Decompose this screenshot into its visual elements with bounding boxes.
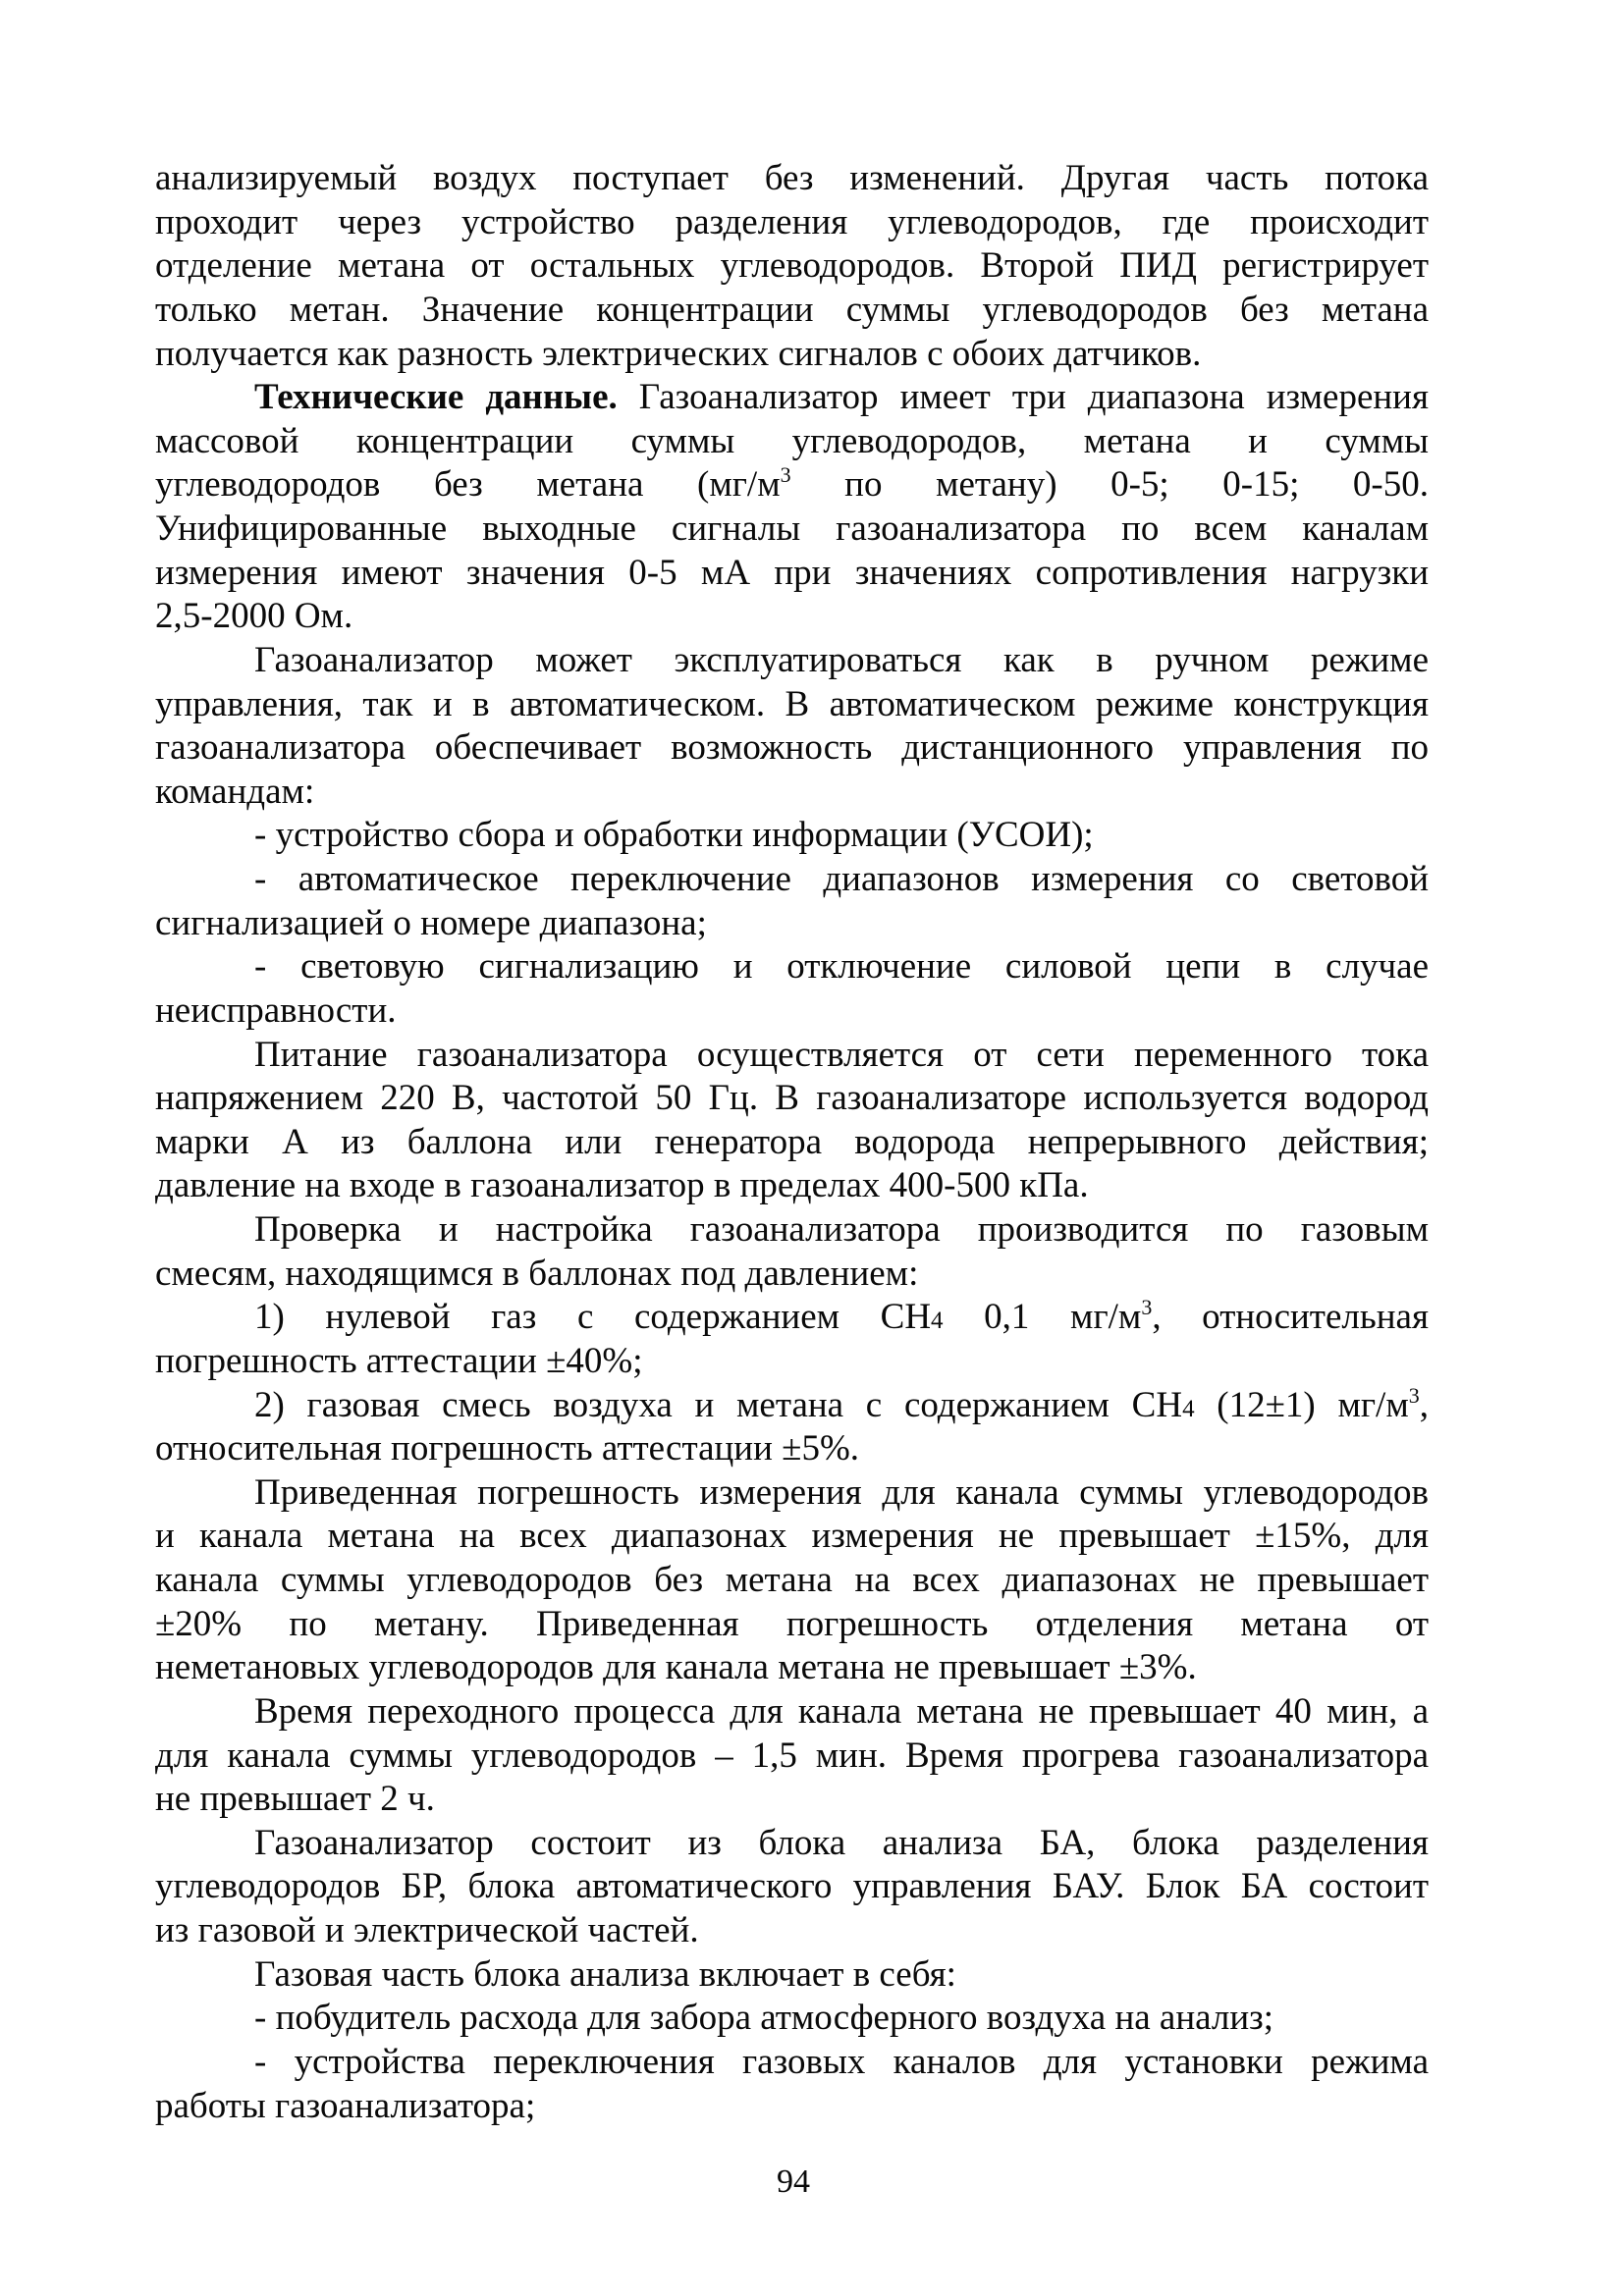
text-segment: неметановых углеводородов для канала метана не превышает ±3%. <box>155 1647 1197 1688</box>
text-segment: Газоанализатор состоит из блока анализа БА, блока разделения <box>254 1822 1429 1863</box>
text-line <box>155 1909 1429 1953</box>
text-line <box>155 507 1429 552</box>
text-line <box>155 1515 1429 1559</box>
text-line <box>155 771 1429 815</box>
text-segment: смесям, находящимся в баллонах под давлением: <box>155 1253 919 1294</box>
text-line <box>155 2041 1429 2085</box>
text-line <box>155 289 1429 333</box>
text-segment: измерения имеют значения 0-5 мА при значениях сопротивления нагрузки <box>155 552 1429 593</box>
paragraph <box>155 639 1429 815</box>
text-segment: углеводородов без метана (мг/м <box>155 464 781 506</box>
text-segment: сигнализацией о номере диапазона; <box>155 902 707 943</box>
text-segment: проходит через устройство разделения углеводородов, где происходит <box>155 201 1429 242</box>
text-line <box>155 945 1429 989</box>
page-number: 94 <box>777 2163 810 2200</box>
text-line <box>155 1646 1429 1690</box>
text-segment: отделение метана от остальных углеводородов. Второй ПИД регистрирует <box>155 245 1429 287</box>
text-line <box>155 683 1429 727</box>
text-segment: и канала метана на всех диапазонах измерения не превышает ±15%, для <box>155 1516 1429 1557</box>
paragraph <box>155 1384 1429 1471</box>
text-line <box>155 1121 1429 1165</box>
text-segment: Газоанализатор может эксплуатироваться как в ручном режиме <box>254 639 1429 680</box>
text-line <box>155 639 1429 683</box>
text-segment: неисправности. <box>155 989 397 1031</box>
text-line <box>155 1077 1429 1121</box>
text-line <box>155 1865 1429 1909</box>
text-line <box>155 1208 1429 1253</box>
text-line <box>155 1427 1429 1471</box>
text-line <box>155 595 1429 639</box>
text-line <box>155 201 1429 245</box>
paragraph <box>155 2041 1429 2128</box>
text-segment: Унифицированные выходные сигналы газоанализатора по всем каналам <box>155 508 1429 549</box>
paragraph <box>155 1997 1429 2041</box>
text-segment: напряжением 220 В, частотой 50 Гц. В газоанализаторе используется водород <box>155 1078 1429 1119</box>
text-line <box>155 157 1429 201</box>
text-segment: Проверка и настройка газоанализатора производится по газовым <box>254 1209 1429 1250</box>
text-line <box>155 726 1429 771</box>
text-line <box>155 1997 1429 2041</box>
section-heading: Технические данные. <box>254 377 618 418</box>
paragraph <box>155 1296 1429 1383</box>
paragraph <box>155 1471 1429 1690</box>
text-line <box>155 1164 1429 1208</box>
text-line <box>155 1603 1429 1647</box>
text-line <box>155 463 1429 507</box>
text-line <box>155 552 1429 596</box>
text-segment: из газовой и электрической частей. <box>155 1910 699 1950</box>
text-line <box>155 1296 1429 1340</box>
paragraph <box>155 1953 1429 1998</box>
text-line <box>155 2085 1429 2129</box>
text-line <box>155 376 1429 420</box>
paragraph <box>155 1034 1429 1209</box>
text-line <box>155 1822 1429 1866</box>
superscript: 3 <box>780 462 791 488</box>
text-segment: - световую сигнализацию и отключение силовой цепи в случае <box>254 946 1429 988</box>
superscript: 3 <box>1141 1295 1153 1320</box>
text-line <box>155 1559 1429 1603</box>
text-segment: газоанализатора обеспечивает возможность дистанционного управления по <box>155 727 1429 769</box>
subscript: 4 <box>931 1308 944 1335</box>
text-line <box>155 1953 1429 1998</box>
text-line <box>155 1735 1429 1779</box>
text-line <box>155 814 1429 858</box>
text-segment: получается как разность электрических сигналов с обоих датчиков. <box>155 333 1202 374</box>
text-line <box>155 1471 1429 1516</box>
text-segment: - побудитель расхода для забора атмосферного воздуха на анализ; <box>254 1998 1274 2039</box>
text-segment: , относительная <box>1152 1297 1429 1338</box>
text-segment: Газоанализатор имеет три диапазона измерения <box>617 377 1429 418</box>
text-segment: массовой концентрации суммы углеводородов, метана и суммы <box>155 420 1429 461</box>
text-segment: командам: <box>155 771 315 812</box>
text-segment: управления, так и в автоматическом. В автоматическом режиме конструкция <box>155 683 1429 724</box>
paragraph <box>155 1208 1429 1296</box>
text-segment: работы газоанализатора; <box>155 2085 536 2126</box>
text-line <box>155 420 1429 464</box>
text-segment: погрешность аттестации ±40%; <box>155 1340 643 1381</box>
text-line <box>155 244 1429 289</box>
text-segment: (12±1) мг/м <box>1194 1384 1409 1425</box>
paragraph <box>155 814 1429 858</box>
text-line <box>155 989 1429 1034</box>
text-segment: Питание газоанализатора осуществляется от сети переменного тока <box>254 1034 1429 1075</box>
text-segment: 1) нулевой газ с содержанием CH <box>254 1297 932 1338</box>
text-line <box>155 902 1429 946</box>
text-segment: - автоматическое переключение диапазонов измерения со световой <box>254 859 1429 899</box>
text-segment: , <box>1419 1384 1429 1425</box>
text-segment: Газовая часть блока анализа включает в себя: <box>254 1953 956 1995</box>
text-segment: 2,5-2000 Ом. <box>155 596 353 637</box>
page-body <box>155 157 1429 2128</box>
text-segment: 2) газовая смесь воздуха и метана с содержанием CH <box>254 1384 1183 1425</box>
text-segment: давление на входе в газоанализатор в пределах 400-500 кПа. <box>155 1165 1089 1206</box>
text-line <box>155 1340 1429 1384</box>
paragraph <box>155 1822 1429 1953</box>
text-line <box>155 333 1429 377</box>
paragraph <box>155 858 1429 945</box>
text-segment: ±20% по метану. Приведенная погрешность отделения метана от <box>155 1603 1429 1644</box>
text-line <box>155 1384 1429 1428</box>
text-segment: анализируемый воздух поступает без изменений. Другая часть потока <box>155 158 1429 198</box>
text-segment: углеводородов БР, блока автоматического управления БАУ. Блок БА состоит <box>155 1866 1429 1907</box>
text-segment: для канала суммы углеводородов – 1,5 мин. Время прогрева газоанализатора <box>155 1735 1429 1776</box>
superscript: 3 <box>1408 1382 1420 1408</box>
text-segment: не превышает 2 ч. <box>155 1779 435 1820</box>
text-segment: 0,1 мг/м <box>943 1297 1142 1338</box>
text-segment: Приведенная погрешность измерения для канала суммы углеводородов <box>254 1471 1429 1513</box>
text-segment: относительная погрешность аттестации ±5%. <box>155 1428 860 1469</box>
text-segment: канала суммы углеводородов без метана на всех диапазонах не превышает <box>155 1560 1429 1600</box>
text-segment: марки А из баллона или генератора водорода непрерывного действия; <box>155 1121 1429 1162</box>
text-segment: - устройства переключения газовых каналов для установки режима <box>254 2041 1429 2082</box>
subscript: 4 <box>1182 1395 1195 1422</box>
text-segment: - устройство сбора и обработки информации (УСОИ); <box>254 815 1094 856</box>
text-line <box>155 858 1429 902</box>
text-segment: только метан. Значение концентрации суммы углеводородов без метана <box>155 289 1429 330</box>
text-line <box>155 1034 1429 1078</box>
text-line <box>155 1690 1429 1735</box>
paragraph <box>155 157 1429 376</box>
paragraph <box>155 1690 1429 1822</box>
text-line <box>155 1253 1429 1297</box>
text-segment: по метану) 0-5; 0-15; 0-50. <box>790 464 1429 506</box>
text-line <box>155 1778 1429 1822</box>
paragraph <box>155 376 1429 639</box>
paragraph <box>155 945 1429 1033</box>
text-segment: Время переходного процесса для канала метана не превышает 40 мин, а <box>254 1690 1429 1732</box>
